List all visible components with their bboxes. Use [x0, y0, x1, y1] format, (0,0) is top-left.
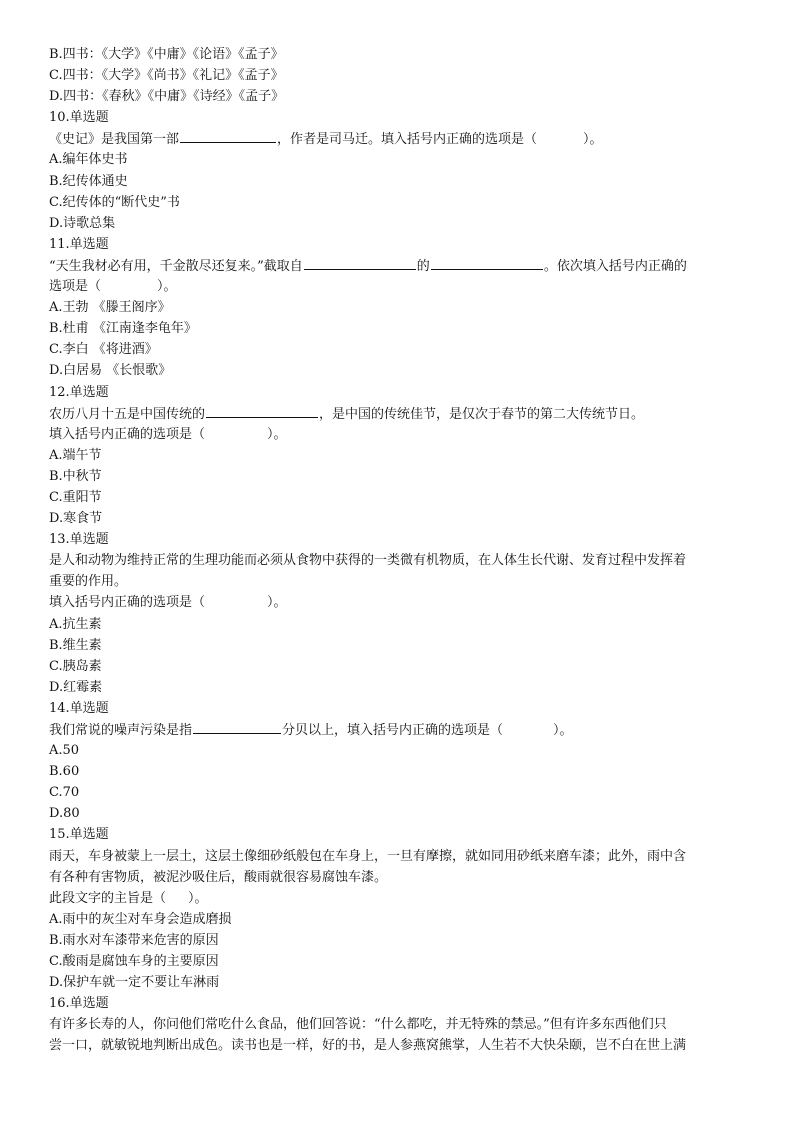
prompt-text: ）。	[188, 890, 208, 906]
exam-page	[49, 44, 769, 1057]
stem-text: ）。	[583, 132, 603, 148]
stem-text: ，作者是司马迁。填入括号内正确的选项是（	[277, 132, 538, 148]
answer-blank	[431, 255, 543, 270]
option-b: B.四书：《大学》《中庸》《论语》《孟子》	[49, 47, 284, 62]
option-b: B.纪传体通史	[49, 173, 128, 189]
prompt-text: ）。	[267, 595, 287, 611]
option-d: D.寒食节	[49, 511, 103, 527]
stem-text: 分贝以上，填入括号内正确的选项是（	[282, 723, 504, 738]
question-10-heading: 10.单选题	[49, 110, 109, 126]
prompt-text: 此段文字的主旨是（	[49, 890, 167, 906]
stem-text: ）。	[553, 723, 573, 738]
stem-text: 。依次填入括号内正确的	[543, 258, 687, 274]
stem-text: 选项是（	[49, 279, 102, 295]
answer-blank	[206, 403, 318, 418]
stem-text: 农历八月十五是中国传统的	[49, 406, 206, 422]
option-d: D.四书：《春秋》《中庸》《诗经》《孟子》	[49, 89, 285, 105]
question-16-stem: 有许多长寿的人，你问他们常吃什么食品，他们回答说：“什么都吃，并无特殊的禁忌。”但有许多东西他们只	[49, 1017, 667, 1033]
option-b: B.60	[49, 764, 80, 780]
option-b: B.维生素	[49, 637, 102, 653]
question-12-heading: 12.单选题	[49, 384, 109, 400]
option-a: A.抗生素	[49, 616, 102, 632]
question-11-stem-cont	[49, 276, 769, 297]
question-12-stem	[49, 403, 769, 424]
answer-blank	[304, 255, 416, 270]
stem-text: ）。	[157, 279, 177, 295]
option-d: D.80	[49, 806, 80, 822]
option-a: A.王勃 《滕王阁序》	[49, 300, 171, 316]
stem-text: ，是中国的传统佳节，是仅次于春节的第二大传统节日。	[319, 406, 645, 422]
option-d: D.红霉素	[49, 679, 103, 695]
option-a: A.端午节	[49, 447, 102, 463]
stem-text: 我们常说的噪声污染是指	[49, 723, 193, 738]
prompt-text: 填入括号内正确的选项是（	[49, 595, 206, 611]
option-b: B.中秋节	[49, 468, 102, 484]
question-15-heading: 15.单选题	[49, 827, 109, 843]
stem-text: 的	[416, 258, 430, 274]
question-14-heading: 14.单选题	[49, 700, 109, 716]
question-10-stem	[49, 128, 769, 149]
option-c: C.胰岛素	[49, 658, 102, 674]
prompt-text: 填入括号内正确的选项是（	[49, 426, 206, 442]
option-a: A.50	[49, 743, 80, 759]
answer-blank	[193, 719, 281, 734]
prompt-text: ）。	[267, 426, 287, 442]
stem-text: 《史记》是我国第一部	[49, 132, 180, 148]
option-c: C.酸雨是腐蚀车身的主要原因	[49, 954, 219, 970]
stem-text: “天生我材必有用，千金散尽还复来。”截取自	[49, 258, 303, 274]
question-11-stem	[49, 255, 769, 276]
question-16-heading: 16.单选题	[49, 996, 109, 1012]
question-16-stem-cont: 尝一口，就敏锐地判断出成色。读书也是一样，好的书，是人参燕窝熊掌，人生若不大快朵颐，岂不白在世上满	[49, 1038, 687, 1054]
question-13-stem-cont: 重要的作用。	[49, 574, 128, 590]
option-c: C.纪传体的“断代史”书	[49, 194, 180, 210]
question-13-stem: 是人和动物为维持正常的生理功能而必须从食物中获得的一类微有机物质，在人体生长代谢、发育过程中发挥着	[49, 553, 687, 569]
question-13-prompt	[49, 592, 769, 613]
answer-blank	[180, 128, 276, 143]
option-b: B.杜甫 《江南逢李龟年》	[49, 321, 197, 337]
option-b: B.雨水对车漆带来危害的原因	[49, 932, 219, 948]
question-15-stem: 雨天，车身被蒙上一层土，这层土像细砂纸般包在车身上，一旦有摩擦，就如同用砂纸来磨车漆；此外，雨中含	[49, 848, 687, 864]
option-d: D.白居易 《长恨歌》	[49, 363, 172, 379]
question-13-heading: 13.单选题	[49, 532, 109, 548]
question-12-prompt	[49, 424, 769, 445]
option-c: C.70	[49, 785, 80, 801]
question-11-heading: 11.单选题	[49, 236, 109, 252]
option-a: A.雨中的灰尘对车身会造成磨损	[49, 911, 232, 927]
option-c: C.重阳节	[49, 489, 102, 505]
question-15-prompt	[49, 888, 769, 909]
question-15-stem-cont: 有各种有害物质，被泥沙吸住后，酸雨就很容易腐蚀车漆。	[49, 869, 388, 885]
option-d: D.诗歌总集	[49, 215, 116, 231]
option-d: D.保护车就一定不要让车淋雨	[49, 975, 220, 991]
option-c: C.四书：《大学》《尚书》《礼记》《孟子》	[49, 68, 284, 84]
option-a: A.编年体史书	[49, 152, 128, 168]
question-14-stem	[49, 719, 769, 740]
option-c: C.李白 《将进酒》	[49, 342, 158, 358]
